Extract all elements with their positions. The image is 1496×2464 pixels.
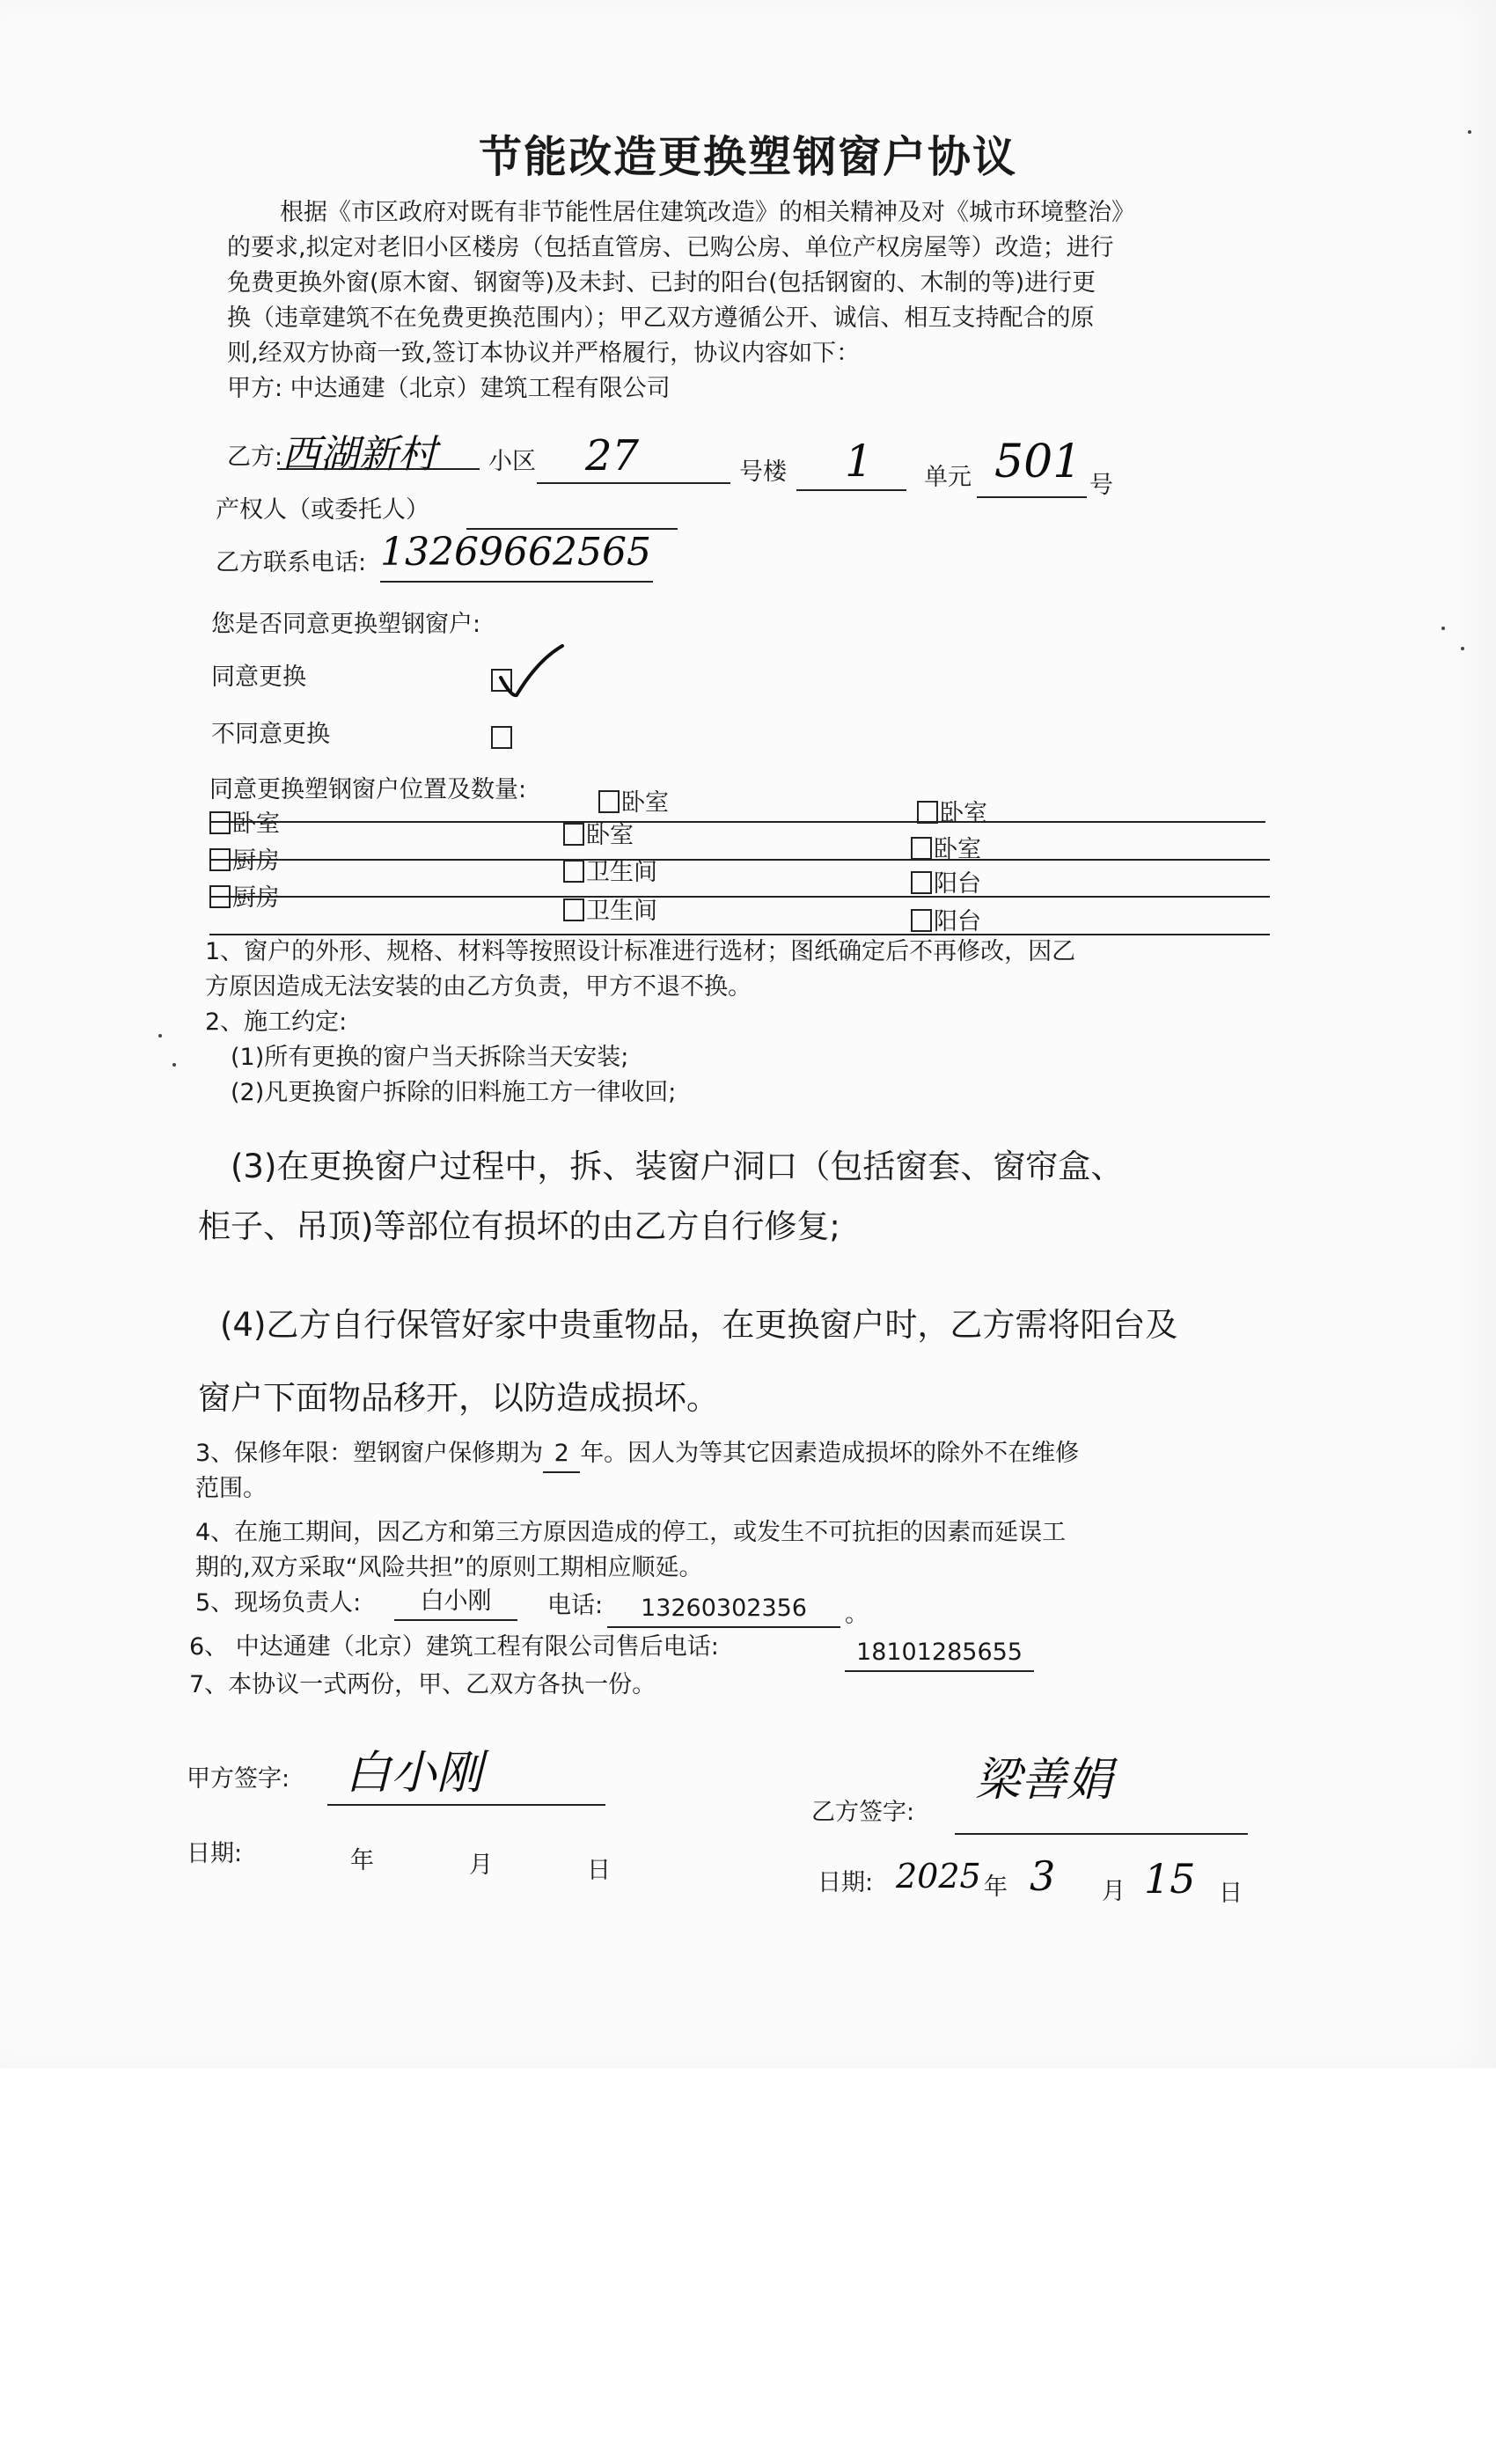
sign-b-label: 乙方签字: bbox=[811, 1799, 915, 1826]
sign-b-day: 日 bbox=[1219, 1880, 1243, 1907]
scan-speck bbox=[158, 1034, 162, 1038]
owner-label: 产权人（或委托人） bbox=[216, 496, 429, 524]
sign-a-label: 甲方签字: bbox=[187, 1765, 290, 1793]
clause-4b: 期的,双方采取“风险共担”的原则工期相应顺延。 bbox=[195, 1554, 703, 1581]
phone-underline bbox=[380, 581, 653, 583]
room-label: 号 bbox=[1089, 472, 1113, 499]
party-a: 甲方: 中达通建（北京）建筑工程有限公司 bbox=[227, 375, 671, 402]
scan-speck bbox=[172, 1063, 176, 1067]
scan-speck bbox=[1461, 647, 1464, 650]
intro-line-5: 则,经双方协商一致,签订本协议并严格履行，协议内容如下： bbox=[227, 340, 861, 367]
question: 您是否同意更换塑钢窗户: bbox=[211, 611, 481, 638]
intro-line-4: 换（违章建筑不在免费更换范围内）；甲乙双方遵循公开、诚信、相互支持配合的原 bbox=[227, 304, 1095, 332]
agree-label: 同意更换 bbox=[211, 664, 306, 691]
building-underline bbox=[537, 482, 730, 484]
clause-3a: 3、保修年限：塑钢窗户保修期为 2 年。因人为等其它因素造成损坏的除外不在维修 bbox=[195, 1436, 1079, 1473]
phone-label: 乙方联系电话: bbox=[216, 549, 367, 576]
clause-5-label: 5、现场负责人: bbox=[195, 1589, 362, 1617]
room-underline bbox=[977, 496, 1087, 498]
positions-rule-0 bbox=[209, 821, 1265, 823]
party-b-label: 乙方: bbox=[227, 444, 283, 471]
clause-2-1: (1)所有更换的窗户当天拆除当天安装; bbox=[231, 1044, 629, 1071]
intro-line-1: 根据《市区政府对既有非节能性居住建筑改造》的相关精神及对《城市环境整治》 bbox=[280, 199, 1135, 226]
position-r2-c2[interactable]: 阳台 bbox=[911, 867, 981, 902]
community-underline bbox=[277, 468, 480, 470]
clause-2: 2、施工约定: bbox=[205, 1008, 348, 1036]
clause-7: 7、本协议一式两份，甲、乙双方各执一份。 bbox=[189, 1671, 656, 1698]
unit-label: 单元 bbox=[924, 464, 972, 491]
sign-b-day-value[interactable]: 15 bbox=[1144, 1855, 1196, 1903]
sign-a-day: 日 bbox=[587, 1857, 611, 1884]
sign-b-underline bbox=[955, 1833, 1248, 1835]
position-r2-c1[interactable]: 卫生间 bbox=[563, 855, 657, 891]
clause-3b: 范围。 bbox=[195, 1475, 267, 1502]
clause-2-4b: 窗户下面物品移开，以防造成损坏。 bbox=[198, 1379, 719, 1417]
scan-speck bbox=[1441, 627, 1445, 630]
sign-b-name[interactable]: 梁善娟 bbox=[975, 1754, 1113, 1807]
clause-6-phone[interactable]: 18101285655 bbox=[845, 1635, 1034, 1672]
unit-underline bbox=[796, 489, 906, 491]
sign-a-year: 年 bbox=[350, 1847, 374, 1874]
clause-2-4a: (4)乙方自行保管好家中贵重物品，在更换窗户时，乙方需将阳台及 bbox=[220, 1306, 1178, 1344]
phone-value[interactable]: 13269662565 bbox=[380, 530, 651, 575]
party-b-room[interactable]: 501 bbox=[994, 436, 1082, 488]
clause-5-phone[interactable]: 13260302356 bbox=[607, 1591, 840, 1628]
clause-2-3a: (3)在更换窗户过程中，拆、装窗户洞口（包括窗套、窗帘盒、 bbox=[231, 1148, 1124, 1185]
disagree-checkbox[interactable] bbox=[491, 726, 514, 750]
positions-rule-1 bbox=[209, 859, 1270, 861]
clause-5-end: 。 bbox=[845, 1601, 869, 1628]
clause-4a: 4、在施工期间，因乙方和第三方原因造成的停工，或发生不可抗拒的因素而延误工 bbox=[195, 1519, 1067, 1546]
intro-line-2: 的要求,拟定对老旧小区楼房（包括直管房、已购公房、单位产权房屋等）改造；进行 bbox=[227, 234, 1114, 261]
party-b-unit[interactable]: 1 bbox=[845, 436, 873, 487]
position-r1-c2[interactable]: 卧室 bbox=[911, 832, 981, 868]
sign-a-underline bbox=[327, 1804, 605, 1806]
intro-line-3: 免费更换外窗(原木窗、钢窗等)及未封、已封的阳台(包括钢窗的、木制的等)进行更 bbox=[227, 269, 1096, 297]
party-b-community[interactable]: 西湖新村 bbox=[282, 432, 436, 477]
position-r1-c1[interactable]: 卧室 bbox=[563, 818, 634, 854]
sign-b-year-value[interactable]: 2025 bbox=[896, 1857, 981, 1896]
clause-5-name[interactable]: 白小刚 bbox=[394, 1584, 517, 1621]
sign-b-month: 月 bbox=[1102, 1878, 1126, 1905]
position-r3-c2[interactable]: 阳台 bbox=[911, 905, 981, 940]
disagree-label: 不同意更换 bbox=[211, 721, 330, 748]
document-title: 节能改造更换塑钢窗户协议 bbox=[478, 132, 1017, 182]
clause-2-2: (2)凡更换窗户拆除的旧料施工方一律收回; bbox=[231, 1079, 677, 1106]
positions-label: 同意更换塑钢窗户位置及数量: bbox=[209, 776, 527, 803]
position-r0-c1[interactable]: 卧室 bbox=[598, 786, 669, 821]
checkmark-icon bbox=[495, 642, 566, 704]
position-r0-c2[interactable]: 卧室 bbox=[917, 796, 987, 832]
sign-a-month: 月 bbox=[469, 1852, 493, 1879]
position-r3-c0[interactable]: 厨房 bbox=[209, 881, 280, 916]
party-b-building[interactable]: 27 bbox=[585, 431, 640, 480]
scan-speck bbox=[1468, 130, 1471, 134]
sign-a-date-label: 日期: bbox=[187, 1840, 243, 1867]
clause-6-label: 6、 中达通建（北京）建筑工程有限公司售后电话: bbox=[189, 1633, 719, 1661]
warranty-years[interactable]: 2 bbox=[543, 1436, 580, 1473]
clause-2-3b: 柜子、吊顶)等部位有损坏的由乙方自行修复; bbox=[198, 1207, 840, 1245]
sign-b-date-label: 日期: bbox=[818, 1869, 874, 1896]
community-label: 小区 bbox=[488, 448, 536, 475]
position-r1-c0[interactable]: 卧室 bbox=[209, 807, 280, 842]
position-r3-c1[interactable]: 卫生间 bbox=[563, 894, 657, 929]
positions-rule-2 bbox=[209, 896, 1270, 898]
building-label: 号楼 bbox=[739, 458, 787, 486]
clause-5-phone-label: 电话: bbox=[547, 1592, 604, 1619]
sign-a-name[interactable]: 白小刚 bbox=[345, 1747, 483, 1800]
clause-1a: 1、窗户的外形、规格、材料等按照设计标准进行选材；图纸确定后不再修改，因乙 bbox=[205, 938, 1076, 965]
clause-1b: 方原因造成无法安装的由乙方负责，甲方不退不换。 bbox=[205, 973, 752, 1001]
sign-b-month-value[interactable]: 3 bbox=[1030, 1852, 1056, 1900]
sign-b-year: 年 bbox=[984, 1874, 1008, 1901]
position-r2-c0[interactable]: 厨房 bbox=[209, 844, 280, 879]
